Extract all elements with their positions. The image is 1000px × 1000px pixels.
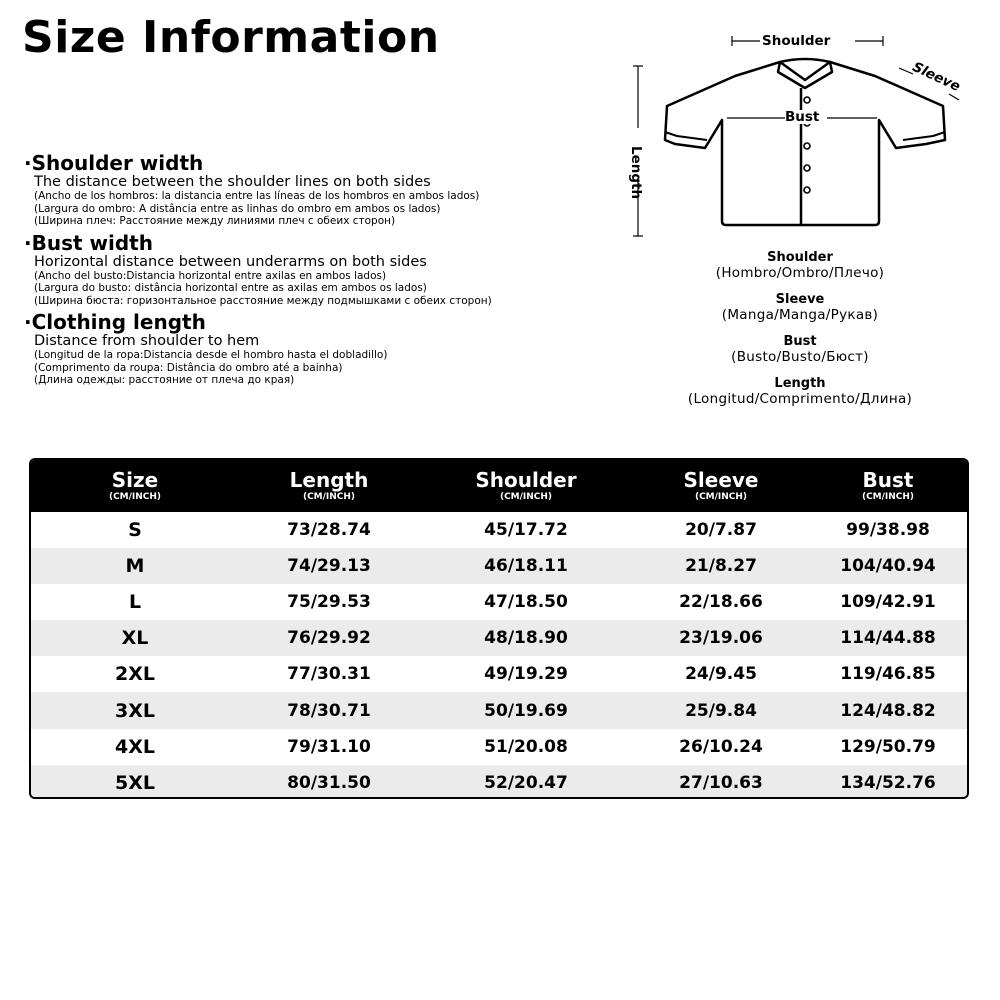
translation-russian: (Ширина плеч: Расстояние между линиями плеч с обеих сторон): [34, 215, 396, 227]
cell-bust: 114/44.88: [840, 628, 936, 649]
column-label: Length: [289, 467, 369, 492]
cell-sleeve: 24/9.45: [685, 664, 757, 685]
column-header-shoulder: [419, 460, 633, 512]
table-row: [31, 584, 967, 620]
table-row: [31, 548, 967, 584]
table-row: [31, 656, 967, 692]
cell-size: 5XL: [115, 771, 155, 794]
cell-shoulder: 51/20.08: [484, 736, 568, 757]
column-label: Shoulder: [475, 467, 577, 492]
legend-title: Sleeve: [775, 292, 825, 307]
cell-length: 79/31.10: [287, 736, 371, 757]
table-row: [31, 729, 967, 765]
table-row: [31, 620, 967, 656]
legend-title: Bust: [783, 334, 817, 349]
section-translations: [34, 271, 574, 308]
cell-length: 75/29.53: [287, 592, 371, 613]
cell-size: L: [128, 591, 142, 614]
cell-bust: 109/42.91: [840, 592, 936, 613]
legend-subtitle: (Manga/Manga/Рукав): [721, 307, 879, 323]
section-english: The distance between the shoulder lines on both sides: [34, 174, 431, 190]
section-clothing-length: [24, 311, 584, 387]
column-unit: (CM/INCH): [694, 491, 748, 502]
column-header-size: [31, 460, 239, 512]
measurement-legend: [620, 250, 980, 418]
cell-size: S: [128, 519, 142, 542]
translation-russian: (Длина одежды: расстояние от плеча до края): [34, 374, 295, 386]
legend-subtitle: (Longitud/Comprimento/Длина): [687, 391, 913, 407]
legend-subtitle: (Hombro/Ombro/Плечо): [715, 265, 885, 281]
cell-bust: 129/50.79: [840, 736, 936, 757]
section-heading-text: Shoulder width: [31, 151, 204, 175]
column-unit: (CM/INCH): [108, 491, 162, 502]
measurement-definitions: [24, 152, 584, 391]
cell-length: 73/28.74: [287, 520, 371, 541]
legend-item-shoulder: [620, 250, 980, 281]
size-table: [29, 458, 969, 799]
cell-sleeve: 27/10.63: [679, 772, 763, 793]
table-header: [31, 460, 967, 512]
cell-bust: 124/48.82: [840, 700, 936, 721]
translation-spanish: (Ancho del busto:Distancia horizontal entre axilas en ambos lados): [34, 269, 387, 282]
cell-sleeve: 23/19.06: [679, 628, 763, 649]
cell-shoulder: 45/17.72: [484, 520, 568, 541]
translation-russian: (Ширина бюста: горизонтальное расстояние между подмышками с обеих сторон): [34, 294, 492, 307]
cell-sleeve: 20/7.87: [685, 520, 757, 541]
section-heading: ·Shoulder width: [24, 151, 204, 175]
legend-title: Shoulder: [767, 250, 833, 265]
cell-sleeve: 26/10.24: [679, 736, 763, 757]
cell-sleeve: 22/18.66: [679, 592, 763, 613]
translation-spanish: (Ancho de los hombros: la distancia entre las líneas de los hombros en ambos lados): [34, 190, 480, 202]
column-header-bust: [809, 460, 967, 512]
cell-size: XL: [121, 627, 149, 650]
shirt-diagram: [615, 28, 975, 258]
column-unit: (CM/INCH): [861, 491, 915, 502]
legend-item-sleeve: [620, 292, 980, 323]
section-heading-text: Bust width: [31, 230, 153, 255]
section-shoulder-width: [24, 152, 584, 228]
cell-length: 74/29.13: [287, 556, 371, 577]
section-translations: [34, 191, 574, 228]
legend-title: Length: [774, 376, 826, 391]
cell-sleeve: 25/9.84: [685, 700, 757, 721]
section-heading-text: Clothing length: [31, 310, 206, 334]
column-unit: (CM/INCH): [499, 491, 553, 502]
legend-item-bust: [620, 334, 980, 365]
cell-sleeve: 21/8.27: [685, 556, 757, 577]
column-label: Sleeve: [683, 467, 759, 492]
section-bust-width: [24, 232, 584, 308]
cell-bust: 134/52.76: [840, 772, 936, 793]
section-english: Distance from shoulder to hem: [34, 333, 260, 349]
page-title: Size Information: [22, 12, 440, 63]
diagram-label-length: Length: [628, 146, 644, 200]
legend-subtitle: (Busto/Busto/Бюст): [731, 349, 869, 365]
cell-size: 4XL: [115, 735, 155, 758]
cell-size: 3XL: [115, 699, 155, 722]
section-heading: ·Clothing length: [24, 310, 206, 334]
cell-shoulder: 46/18.11: [484, 556, 568, 577]
cell-shoulder: 52/20.47: [484, 772, 568, 793]
section-translations: [34, 350, 574, 387]
cell-length: 78/30.71: [287, 700, 371, 721]
column-header-sleeve: [633, 460, 809, 512]
translation-portuguese: (Comprimento da roupa: Distância do ombro até a bainha): [34, 361, 343, 374]
column-header-length: [239, 460, 419, 512]
cell-shoulder: 49/19.29: [484, 664, 568, 685]
legend-item-length: [620, 376, 980, 407]
table-row: [31, 512, 967, 548]
cell-size: M: [125, 555, 145, 578]
cell-shoulder: 48/18.90: [484, 628, 568, 649]
table-row: [31, 692, 967, 728]
column-unit: (CM/INCH): [302, 491, 356, 502]
column-label: Size: [111, 467, 159, 492]
cell-bust: 119/46.85: [840, 664, 936, 685]
translation-portuguese: (Largura do ombro: A distância entre as linhas do ombro em ambos os lados): [34, 202, 441, 215]
translation-portuguese: (Largura do busto: distância horizontal entre as axilas em ambos os lados): [34, 282, 427, 294]
section-english: Horizontal distance between underarms on both sides: [34, 253, 427, 270]
diagram-label-shoulder: Shoulder: [762, 33, 831, 49]
cell-shoulder: 50/19.69: [484, 700, 568, 721]
table-row: [31, 765, 967, 799]
cell-shoulder: 47/18.50: [484, 592, 568, 613]
cell-bust: 99/38.98: [846, 520, 930, 541]
diagram-label-bust: Bust: [785, 109, 820, 125]
translation-spanish: (Longitud de la ropa:Distancia desde el hombro hasta el dobladillo): [34, 349, 388, 361]
cell-length: 77/30.31: [287, 664, 371, 685]
cell-size: 2XL: [115, 663, 155, 686]
section-heading: ·Bust width: [24, 230, 153, 255]
cell-bust: 104/40.94: [840, 556, 936, 577]
diagram-label-sleeve: Sleeve: [909, 59, 963, 95]
column-label: Bust: [862, 467, 914, 492]
cell-length: 76/29.92: [287, 628, 371, 649]
cell-length: 80/31.50: [287, 772, 371, 793]
